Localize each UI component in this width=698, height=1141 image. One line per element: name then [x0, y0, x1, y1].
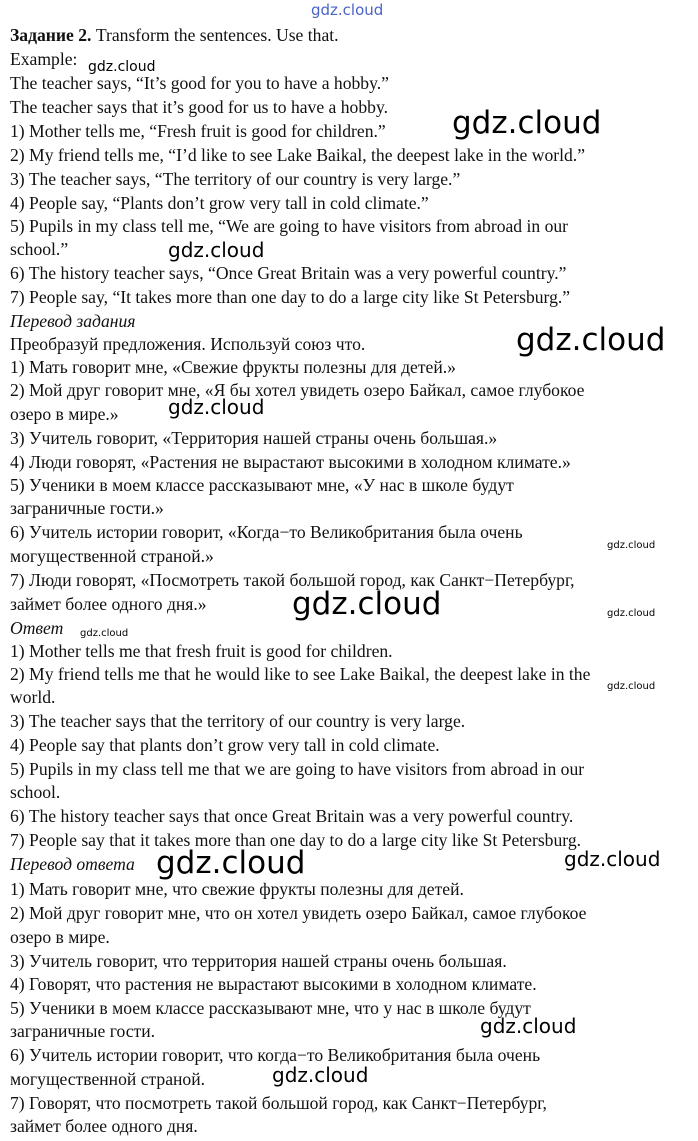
answer-translation-line: могущественной страной.	[10, 1069, 206, 1089]
answer-translation-line: 6) Учитель истории говорит, что когда−то Великобритания была очень	[10, 1045, 541, 1065]
answer-line: world.	[10, 687, 56, 707]
watermark: gdz.cloud	[80, 628, 129, 639]
answer-line: 3) The teacher says that the territory of our country is very large.	[10, 711, 466, 731]
answer-heading	[10, 617, 63, 639]
translation-line: 4) Люди говорят, «Растения не вырастают высокими в холодном климате.»	[10, 452, 571, 472]
answer-translation-line: 4) Говорят, что растения не вырастают высокими в холодном климате.	[10, 974, 537, 994]
task-line: 2) My friend tells me, “I’d like to see Lake Baikal, the deepest lake in the world.”	[10, 145, 586, 165]
watermark: gdz.cloud	[564, 847, 661, 871]
answer-line: 1) Mother tells me that fresh fruit is good for children.	[10, 641, 393, 661]
example-direct: The teacher says, “It’s good for you to have a hobby.”	[10, 73, 389, 93]
task-translation-heading	[10, 310, 135, 332]
translation-line: Преобразуй предложения. Используй союз что.	[10, 334, 366, 354]
example-label: Example:	[10, 49, 78, 69]
answer-translation-line: заграничные гости.	[10, 1021, 156, 1041]
task-line: 7) People say, “It takes more than one day to do a large city like St Petersburg.”	[10, 287, 571, 307]
translation-line: 7) Люди говорят, «Посмотреть такой большой город, как Санкт−Петербург,	[10, 570, 575, 590]
translation-line: займет более одного дня.»	[10, 594, 207, 614]
task-line: 3) The teacher says, “The territory of our country is very large.”	[10, 169, 461, 189]
watermark: gdz.cloud	[607, 681, 656, 692]
translation-line: могущественной страной.»	[10, 546, 214, 566]
watermark: gdz.cloud	[480, 1014, 577, 1038]
task-instruction: Transform the sentences. Use that.	[91, 25, 339, 45]
answer-line: 4) People say that plants don’t grow very tall in cold climate.	[10, 735, 440, 755]
watermark: gdz.cloud	[168, 395, 265, 419]
answer-translation-heading-text: Перевод ответа	[10, 854, 135, 874]
example-reported: The teacher says that it’s good for us to have a hobby.	[10, 97, 388, 117]
translation-line: 5) Ученики в моем классе рассказывают мне, «У нас в школе будут	[10, 475, 514, 495]
answer-heading-text: Ответ	[10, 618, 64, 638]
answer-translation-line: 7) Говорят, что посмотреть такой большой город, как Санкт−Петербург,	[10, 1093, 547, 1113]
task-line: 1) Mother tells me, “Fresh fruit is good for children.”	[10, 121, 386, 141]
watermark: gdz.cloud	[272, 1063, 369, 1087]
watermark: gdz.cloud	[516, 322, 666, 358]
watermark: gdz.cloud	[168, 238, 265, 262]
watermark: gdz.cloud	[292, 586, 442, 622]
translation-line: заграничные гости.»	[10, 498, 164, 518]
answer-line: 6) The history teacher says that once Great Britain was a very powerful country.	[10, 806, 574, 826]
answer-line: 7) People say that it takes more than one day to do a large city like St Petersburg.	[10, 830, 582, 850]
translation-line: 1) Мать говорит мне, «Свежие фрукты полезны для детей.»	[10, 357, 456, 377]
task-line: 4) People say, “Plants don’t grow very tall in cold climate.”	[10, 193, 429, 213]
translation-line: озеро в мире.»	[10, 404, 119, 424]
watermark: gdz.cloud	[88, 59, 156, 75]
answer-line: 5) Pupils in my class tell me that we are going to have visitors from abroad in our	[10, 759, 585, 779]
watermark: gdz.cloud	[607, 608, 656, 619]
task-line: 5) Pupils in my class tell me, “We are going to have visitors from abroad in our	[10, 216, 569, 236]
watermark: gdz.cloud	[607, 540, 656, 551]
task-line: school.”	[10, 239, 69, 259]
answer-translation-heading	[10, 853, 135, 875]
task-line: 6) The history teacher says, “Once Great Britain was a very powerful country.”	[10, 263, 567, 283]
task-heading-line	[10, 24, 339, 46]
watermark: gdz.cloud	[156, 845, 306, 881]
answer-translation-line: 2) Мой друг говорит мне, что он хотел увидеть озеро Байкал, самое глубокое	[10, 903, 587, 923]
task-title: Задание 2.	[10, 25, 92, 45]
answer-translation-line: озеро в мире.	[10, 927, 110, 947]
translation-line: 2) Мой друг говорит мне, «Я бы хотел увидеть озеро Байкал, самое глубокое	[10, 380, 585, 400]
answer-translation-line: займет более одного дня.	[10, 1116, 198, 1136]
translation-line: 6) Учитель истории говорит, «Когда−то Великобритания была очень	[10, 522, 523, 542]
watermark: gdz.cloud	[311, 1, 384, 19]
answer-translation-line: 1) Мать говорит мне, что свежие фрукты полезны для детей.	[10, 879, 464, 899]
watermark: gdz.cloud	[452, 105, 602, 141]
answer-translation-line: 5) Ученики в моем классе рассказывают мне, что у нас в школе будут	[10, 998, 531, 1018]
task-translation-heading-text: Перевод задания	[10, 311, 136, 331]
answer-line: 2) My friend tells me that he would like to see Lake Baikal, the deepest lake in the	[10, 664, 591, 684]
answer-line: school.	[10, 782, 61, 802]
answer-translation-line: 3) Учитель говорит, что территория нашей страны очень большая.	[10, 951, 507, 971]
translation-line: 3) Учитель говорит, «Территория нашей страны очень большая.»	[10, 428, 498, 448]
